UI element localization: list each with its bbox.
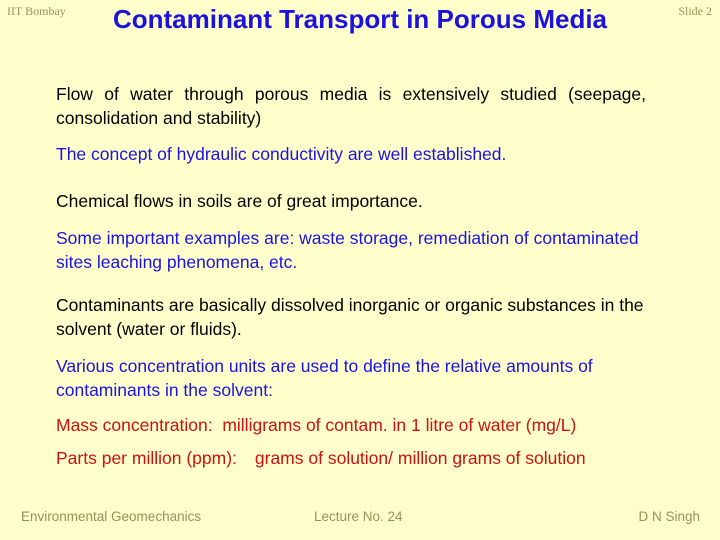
paragraph-seepage: Flow of water through porous media is extensively studied (seepage, consolidation and stability) (56, 84, 646, 128)
header-institution: IIT Bombay (7, 4, 66, 18)
paragraph-contaminants-definition: Contaminants are basically dissolved inorganic or organic substances in the solvent (water or fluids). (56, 295, 644, 339)
slide-title: Contaminant Transport in Porous Media (112, 4, 608, 34)
paragraph-ppm (56, 446, 676, 470)
paragraph-chemical-flows: Chemical flows in soils are of great importance. (56, 191, 423, 211)
footer-lecture: Lecture No. 24 (314, 509, 403, 524)
paragraph-examples: Some important examples are: waste storage, remediation of contaminated sites leaching phenomena, etc. (56, 228, 639, 272)
ppm-definition: grams of solution/ million grams of solution (254, 448, 586, 468)
footer-author: D N Singh (638, 509, 700, 524)
footer-course: Environmental Geomechanics (21, 509, 202, 524)
slide-number: Slide 2 (678, 4, 712, 18)
ppm-label: Parts per million (ppm): (56, 448, 237, 468)
paragraph-mass-concentration: Mass concentration: milligrams of contam. in 1 litre of water (mg/L) (56, 415, 577, 435)
paragraph-hydraulic-conductivity: The concept of hydraulic conductivity are well established. (56, 144, 507, 164)
paragraph-concentration-units: Various concentration units are used to define the relative amounts of contaminants in the solvent: (56, 356, 593, 400)
